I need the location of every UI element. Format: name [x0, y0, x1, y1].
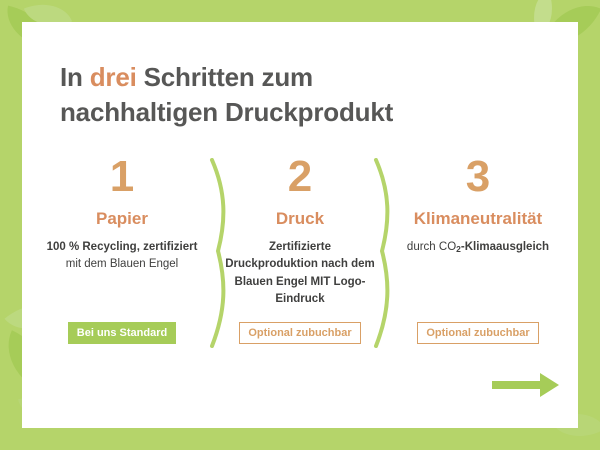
- status-badge: Optional zubuchbar: [239, 322, 360, 344]
- headline-line1-after: Schritten zum: [136, 62, 313, 92]
- step-description: Zertifizierte Druckproduktion nach dem Blauen Engel MIT Logo-Eindruck: [225, 241, 375, 305]
- arrow-right-icon: [492, 372, 560, 398]
- badge-slot-1: [46, 322, 198, 344]
- step-title: Klimaneutralität: [413, 209, 543, 228]
- badge-slot-2: [224, 322, 376, 344]
- step-title: Druck: [275, 209, 325, 228]
- badge-slot-3: [402, 322, 554, 344]
- step-column-1: [46, 152, 198, 308]
- step-description-light: mit dem Blauen Engel: [65, 258, 179, 271]
- step-number: 3: [465, 152, 491, 201]
- step-description-subscript: 2: [456, 244, 461, 254]
- step-description-prefix: durch CO: [406, 241, 457, 253]
- page-title: [60, 60, 530, 130]
- steps-row: [46, 152, 554, 308]
- status-badge: Bei uns Standard: [68, 322, 176, 344]
- step-description: [402, 239, 554, 256]
- step-description-bold: 100 % Recycling, zertifiziert: [46, 241, 198, 253]
- headline-accent-word: drei: [89, 62, 137, 92]
- step-column-2: [224, 152, 376, 308]
- step-number: 2: [287, 152, 313, 201]
- step-column-3: [402, 152, 554, 308]
- headline-line2: nachhaltigen Druckprodukt: [60, 97, 394, 128]
- step-title: Papier: [96, 209, 148, 228]
- headline-line1-before: In: [60, 62, 90, 92]
- step-description: [46, 239, 198, 274]
- step-number: 1: [109, 152, 135, 201]
- status-badge: Optional zubuchbar: [417, 322, 538, 344]
- step-description-suffix: -Klimaausgleich: [460, 241, 550, 253]
- badges-row: [46, 322, 554, 344]
